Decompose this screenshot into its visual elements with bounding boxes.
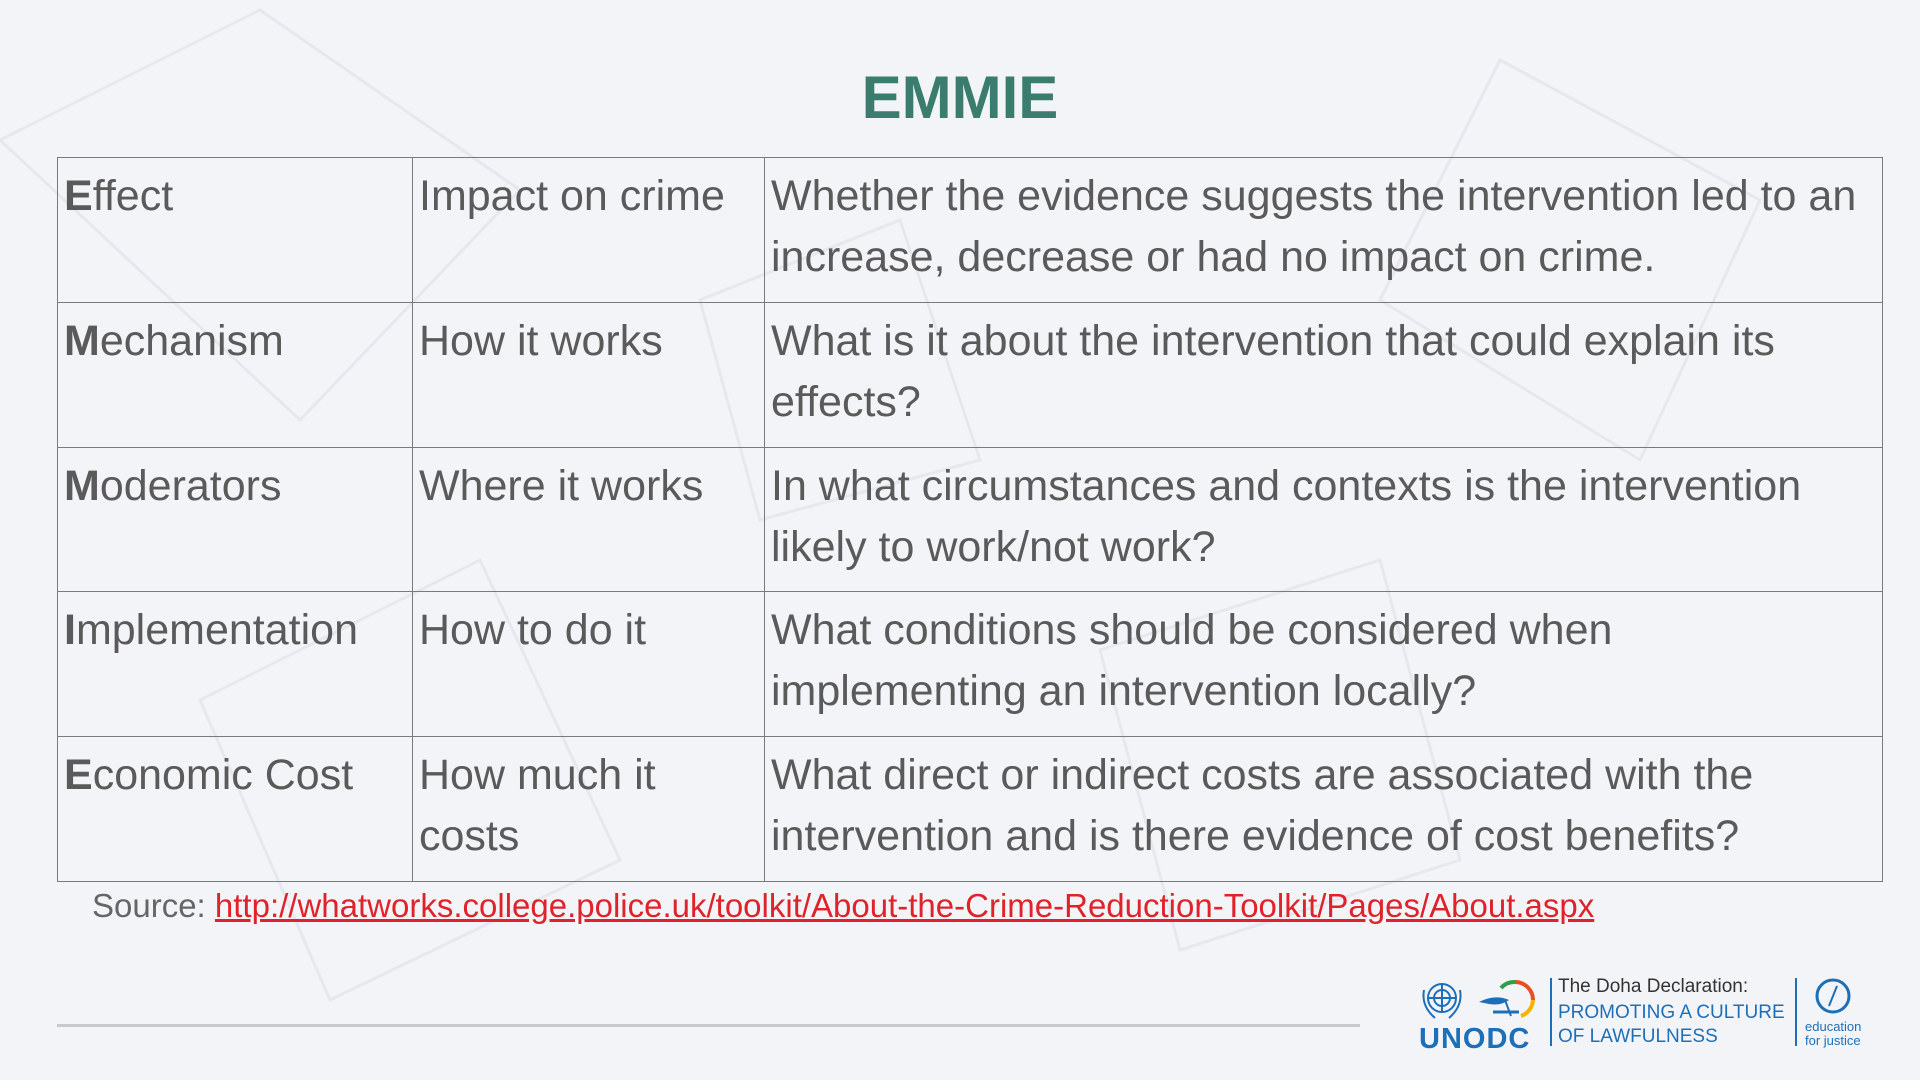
term-rest: echanism [99,316,284,365]
meaning-cell: Impact on crime [413,158,765,303]
description-cell: Whether the evidence suggests the intervention led to an increase, decrease or had no impact on crime. [765,158,1883,303]
footer-divider [57,1024,1360,1027]
slide-title: EMMIE [861,64,1059,131]
e4j-wordmark-line-1: education [1805,1019,1862,1034]
description-cell: What conditions should be considered when implementing an intervention locally? [765,592,1883,737]
meaning-cell: How it works [413,302,765,447]
e4j-wordmark-line-2: for justice [1805,1033,1861,1048]
term-rest: ffect [92,172,174,220]
term-initial: I [64,606,76,655]
source-link[interactable]: http://whatworks.college.police.uk/toolkit/About-the-Crime-Reduction-Toolkit/Pages/About.aspx [214,887,1595,924]
description-cell: What is it about the intervention that could explain its effects? [765,302,1883,447]
table-row [58,447,1883,592]
term-rest: conomic Cost [92,751,354,800]
table-row [58,737,1883,882]
logo-divider [1795,978,1797,1046]
doha-declaration-line-2: PROMOTING A CULTURE [1558,1002,1785,1023]
doha-declaration-emblem-icon [1475,976,1547,1022]
term-initial: M [64,316,100,365]
description-cell: In what circumstances and contexts is the intervention likely to work/not work? [765,447,1883,592]
term-cell [58,592,413,737]
unodc-wordmark: UNODC [1419,1023,1531,1055]
doha-declaration-line-3: OF LAWFULNESS [1558,1026,1718,1047]
meaning-cell: How to do it [413,592,765,737]
term-initial: E [64,751,93,800]
term-cell [58,737,413,882]
term-initial: M [64,461,100,510]
term-rest: oderators [99,461,282,510]
un-emblem-icon [1419,978,1465,1022]
term-initial: E [64,172,93,220]
table-row [58,302,1883,447]
term-cell [58,158,413,303]
meaning-cell: How much it costs [413,737,765,882]
meaning-cell: Where it works [413,447,765,592]
emmie-table [57,157,1883,882]
term-cell [58,447,413,592]
term-rest: mplementation [75,606,358,655]
doha-declaration-title: The Doha Declaration: [1558,976,1749,997]
table-row [58,592,1883,737]
footer-logos [1415,972,1865,1055]
table-row [58,158,1883,303]
source-citation [92,886,1594,926]
term-cell [58,302,413,447]
logo-divider [1550,978,1552,1046]
compass-icon [1813,976,1853,1016]
description-cell: What direct or indirect costs are associated with the intervention and is there evidence of cost benefits? [765,737,1883,882]
source-label: Source: [92,887,215,924]
